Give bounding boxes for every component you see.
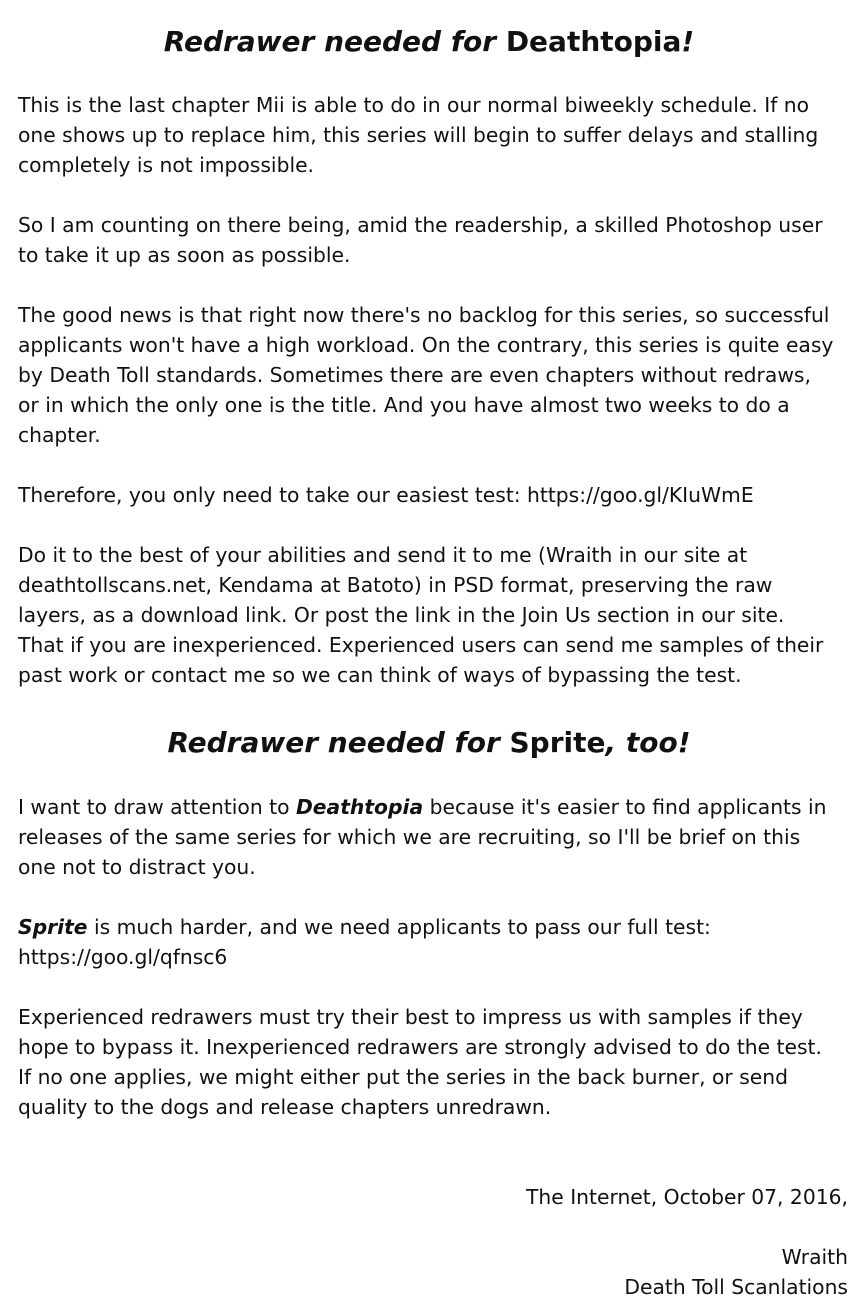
text-line: one shows up to replace him, this series will begin to suffer delays and stalling [18, 123, 819, 147]
text-run: because it's easier to find applicants in [423, 795, 827, 819]
text-line: So I am counting on there being, amid the readership, a skilled Photoshop user [18, 213, 823, 237]
series-title-emphasis: Sprite [18, 915, 88, 939]
text-line: or in which the only one is the title. And you have almost two weeks to do a [18, 393, 790, 417]
text-line: completely is not impossible. [18, 153, 314, 177]
series-title-emphasis: Deathtopia [295, 795, 424, 819]
text-line: chapter. [18, 423, 101, 447]
text-line: Experienced redrawers must try their best to impress us with samples if they [18, 1005, 803, 1029]
text-line: This is the last chapter Mii is able to do in our normal biweekly schedule. If no [18, 93, 810, 117]
text-line [18, 792, 852, 822]
text-line: The good news is that right now there's no backlog for this series, so successful [18, 303, 830, 327]
text-line: https://goo.gl/qfnsc6 [18, 945, 228, 969]
paragraph-full-test [18, 912, 852, 972]
text-line: deathtollscans.net, Kendama at Batoto) in PSD format, preserving the raw [18, 573, 773, 597]
text-line: by Death Toll standards. Sometimes there are even chapters without redraws, [18, 363, 811, 387]
signoff-name: Wraith [781, 1245, 848, 1269]
signoff-group: Death Toll Scanlations [624, 1275, 848, 1299]
text-line: layers, as a download link. Or post the link in the Join Us section in our site. [18, 603, 785, 627]
paragraph-good-news [18, 300, 852, 450]
paragraph-easy-test [18, 480, 852, 510]
signoff-place-date: The Internet, October 07, 2016, [526, 1185, 848, 1209]
text-line: to take it up as soon as possible. [18, 243, 351, 267]
text-line: hope to bypass it. Inexperienced redrawers are strongly advised to do the test. [18, 1035, 822, 1059]
heading-sprite [0, 723, 858, 763]
heading-series-name: Deathtopia [505, 25, 682, 58]
text-run: is much harder, and we need applicants to pass our full test: [87, 915, 711, 939]
heading-series-name: Sprite [509, 726, 606, 759]
paragraph-experienced [18, 1002, 852, 1122]
heading-prefix: Redrawer needed for [163, 25, 497, 58]
text-line: quality to the dogs and release chapters unredrawn. [18, 1095, 552, 1119]
paragraph-schedule [18, 90, 852, 180]
paragraph-photoshop [18, 210, 852, 270]
text-line: past work or contact me so we can think of ways of bypassing the test. [18, 663, 742, 687]
text-line: releases of the same series for which we are recruiting, so I'll be brief on this [18, 825, 801, 849]
paragraph-attention [18, 792, 852, 882]
heading-prefix: Redrawer needed for [167, 726, 500, 759]
heading-suffix: ! [681, 25, 695, 58]
text-line: Therefore, you only need to take our easiest test: https://goo.gl/KIuWmE [18, 483, 754, 507]
text-line: If no one applies, we might either put the series in the back burner, or send [18, 1065, 788, 1089]
text-line [18, 912, 852, 942]
text-line: applicants won't have a high workload. On the contrary, this series is quite easy [18, 333, 834, 357]
paragraph-submission [18, 540, 852, 690]
text-line: one not to distract you. [18, 855, 256, 879]
text-line: Do it to the best of your abilities and send it to me (Wraith in our site at [18, 543, 748, 567]
text-line: That if you are inexperienced. Experienced users can send me samples of their [18, 633, 824, 657]
text-run: I want to draw attention to [18, 795, 296, 819]
heading-deathtopia [0, 22, 858, 62]
heading-suffix: , too! [605, 726, 691, 759]
